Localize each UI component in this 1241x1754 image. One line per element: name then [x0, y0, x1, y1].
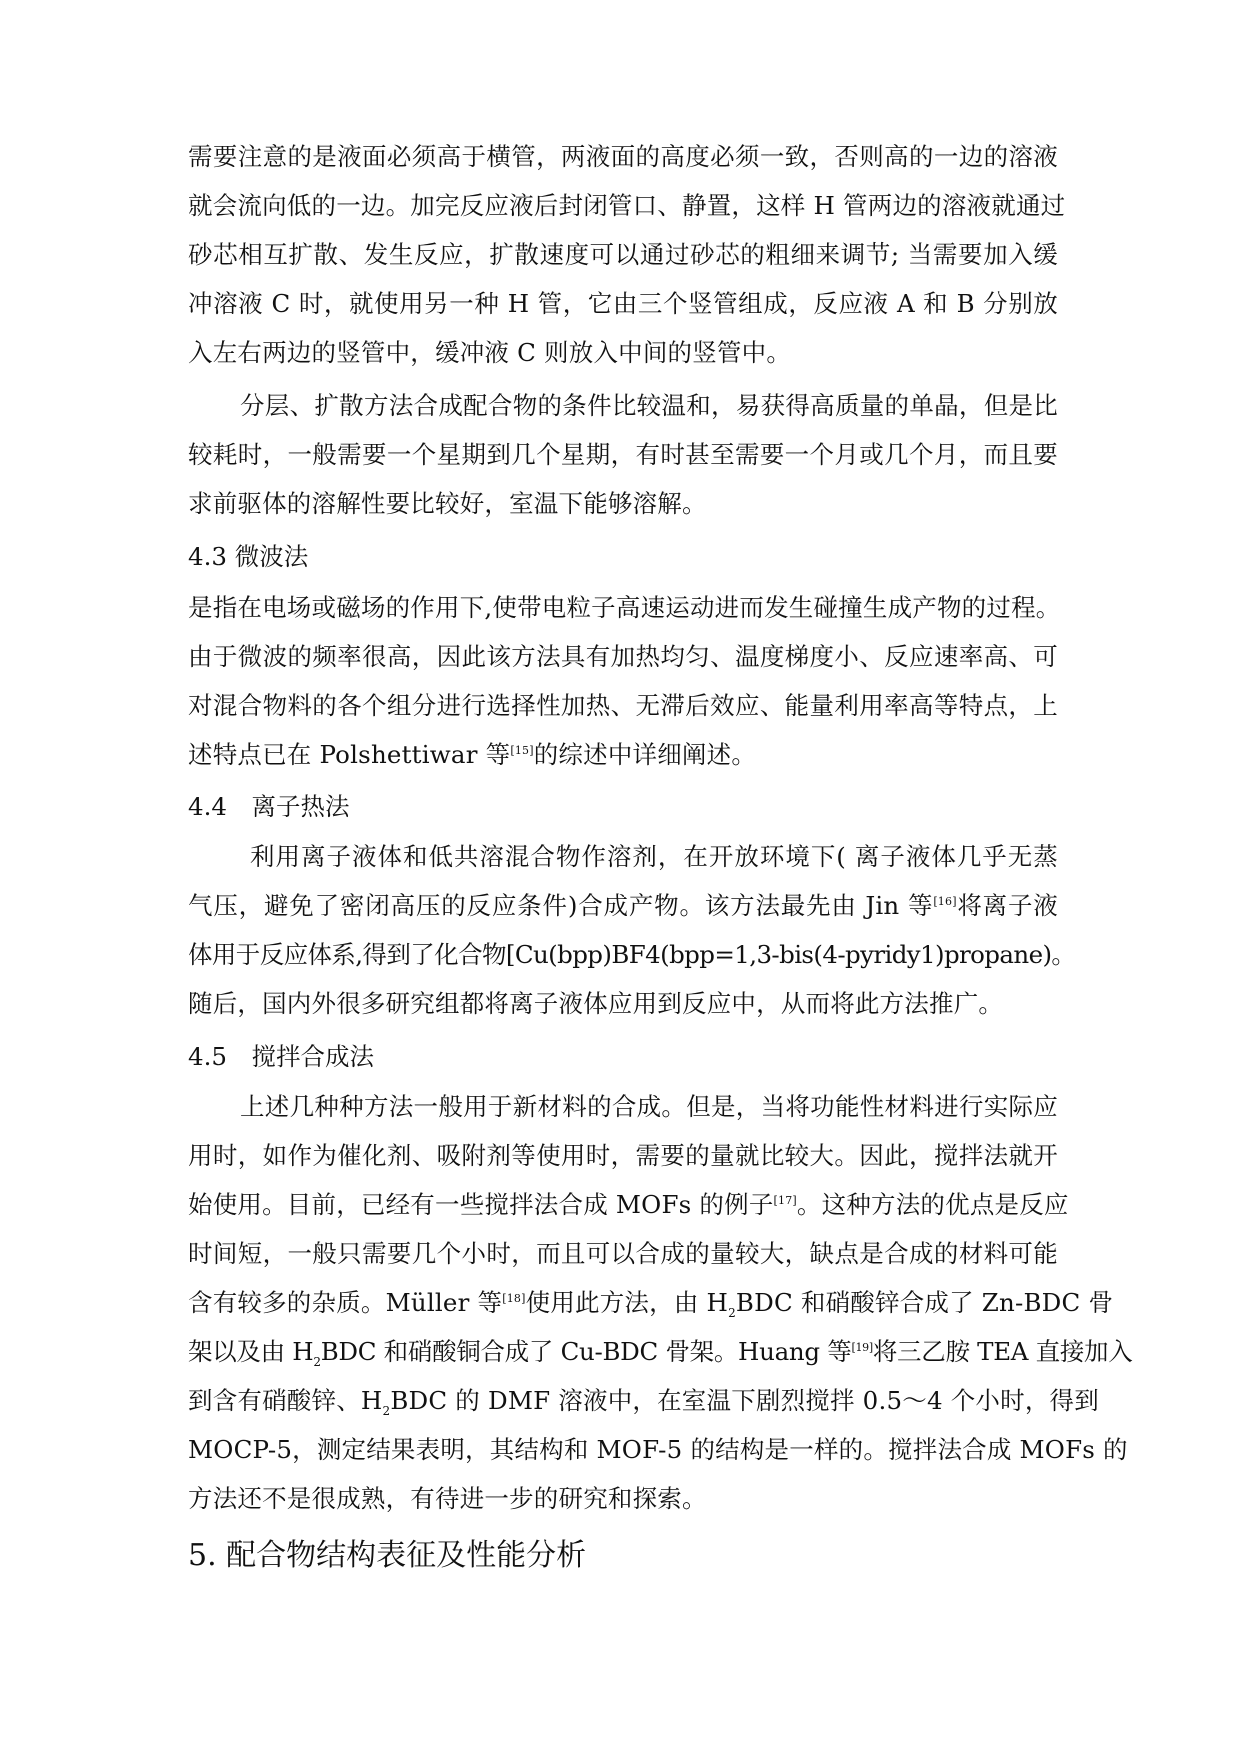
subscript-2: 2	[382, 1403, 391, 1418]
p2-line-3: 求前驱体的溶解性要比较好，室温下能够溶解。	[188, 489, 707, 518]
p5-line-5-text-a: 含有较多的杂质。Müller 等	[188, 1288, 503, 1317]
p4-line-2	[188, 889, 1058, 923]
p3-line-4	[188, 738, 1058, 772]
p3-line-1: 是指在电场或磁场的作用下,使带电粒子高速运动进而发生碰撞生成产物的过程。	[188, 593, 1061, 622]
p4-line-3: 体用于反应体系,得到了化合物[Cu(bpp)BF4(bpp=1,3-bis(4-pyridy1)propane)。	[188, 940, 1076, 969]
p1-line-5: 入左右两边的竖管中，缓冲液 C 则放入中间的竖管中。	[188, 338, 792, 367]
citation-16: [16]	[933, 894, 957, 908]
p4-line-1: 利用离子液体和低共溶混合物作溶剂，在开放环境下( 离子液体几乎无蒸	[250, 842, 1058, 871]
subscript-2: 2	[728, 1305, 736, 1320]
p2-line-1: 分层、扩散方法合成配合物的条件比较温和，易获得高质量的单晶，但是比	[240, 391, 1058, 420]
p5-line-3	[188, 1188, 1069, 1222]
p5-line-5-text-c: BDC 和硝酸锌合成了 Zn-BDC 骨	[735, 1288, 1114, 1317]
subscript-2: 2	[313, 1354, 321, 1369]
p3-line-4-text-b: 的综述中详细阐述。	[533, 740, 757, 769]
p4-line-2-text-a: 气压，避免了密闭高压的反应条件)合成产物。该方法最先由 Jin 等	[188, 891, 934, 920]
p2-line-2: 较耗时，一般需要一个星期到几个星期，有时甚至需要一个月或几个月，而且要	[188, 440, 1058, 469]
p3-line-2: 由于微波的频率很高，因此该方法具有加热均匀、温度梯度小、反应速率高、可	[188, 642, 1058, 671]
p5-line-7-text-a: 到含有硝酸锌、H	[188, 1386, 383, 1415]
citation-15: [15]	[510, 743, 534, 757]
p5-line-5-text-b: 使用此方法，由 H	[525, 1288, 729, 1317]
section-heading-4-5: 4.5 搅拌合成法	[188, 1042, 374, 1071]
p3-line-3: 对混合物料的各个组分进行选择性加热、无滞后效应、能量利用率高等特点，上	[188, 691, 1058, 720]
section-heading-4-4: 4.4 离子热法	[188, 792, 350, 821]
p5-line-6-text-b: BDC 和硝酸铜合成了 Cu-BDC 骨架。Huang 等	[320, 1337, 852, 1366]
p5-line-9: 方法还不是很成熟，有待进一步的研究和探索。	[188, 1484, 707, 1513]
p5-line-6-text-a: 架以及由 H	[188, 1337, 314, 1366]
p4-line-4: 随后，国内外很多研究组都将离子液体应用到反应中，从而将此方法推广。	[188, 989, 1004, 1018]
p1-line-3: 砂芯相互扩散、发生反应，扩散速度可以通过砂芯的粗细来调节; 当需要加入缓	[188, 240, 1058, 269]
p3-line-4-text-a: 述特点已在 Polshettiwar 等	[188, 740, 511, 769]
section-heading-4-3: 4.3 微波法	[188, 542, 309, 571]
citation-17: [17]	[773, 1193, 797, 1207]
p1-line-4: 冲溶液 C 时，就使用另一种 H 管，它由三个竖管组成，反应液 A 和 B 分别放	[188, 289, 1058, 318]
p5-line-7	[188, 1384, 1099, 1418]
p5-line-4: 时间短，一般只需要几个小时，而且可以合成的量较大，缺点是合成的材料可能	[188, 1239, 1058, 1268]
p5-line-2: 用时，如作为催化剂、吸附剂等使用时，需要的量就比较大。因此，搅拌法就开	[188, 1141, 1058, 1170]
p5-line-8: MOCP-5，测定结果表明，其结构和 MOF-5 的结构是一样的。搅拌法合成 MOFs 的	[188, 1435, 1128, 1464]
section-heading-5: 5. 配合物结构表征及性能分析	[188, 1538, 587, 1573]
p1-line-1: 需要注意的是液面必须高于横管，两液面的高度必须一致，否则高的一边的溶液	[188, 142, 1058, 171]
p5-line-7-text-b: BDC 的 DMF 溶液中，在室温下剧烈搅拌 0.5～4 个小时，得到	[390, 1386, 1099, 1415]
p5-line-1: 上述几种种方法一般用于新材料的合成。但是，当将功能性材料进行实际应	[240, 1092, 1058, 1121]
p5-line-6	[188, 1335, 1133, 1369]
p1-line-2: 就会流向低的一边。加完反应液后封闭管口、静置，这样 H 管两边的溶液就通过	[188, 191, 1066, 220]
p4-line-2-text-b: 将离子液	[956, 891, 1058, 920]
p5-line-6-text-c: 将三乙胺 TEA 直接加入	[872, 1337, 1133, 1366]
citation-19: [19]	[851, 1340, 873, 1354]
p5-line-3-text-b: 。这种方法的优点是反应	[796, 1190, 1069, 1219]
citation-18: [18]	[502, 1291, 526, 1305]
p5-line-3-text-a: 始使用。目前，已经有一些搅拌法合成 MOFs 的例子	[188, 1190, 774, 1219]
p5-line-5	[188, 1286, 1114, 1320]
